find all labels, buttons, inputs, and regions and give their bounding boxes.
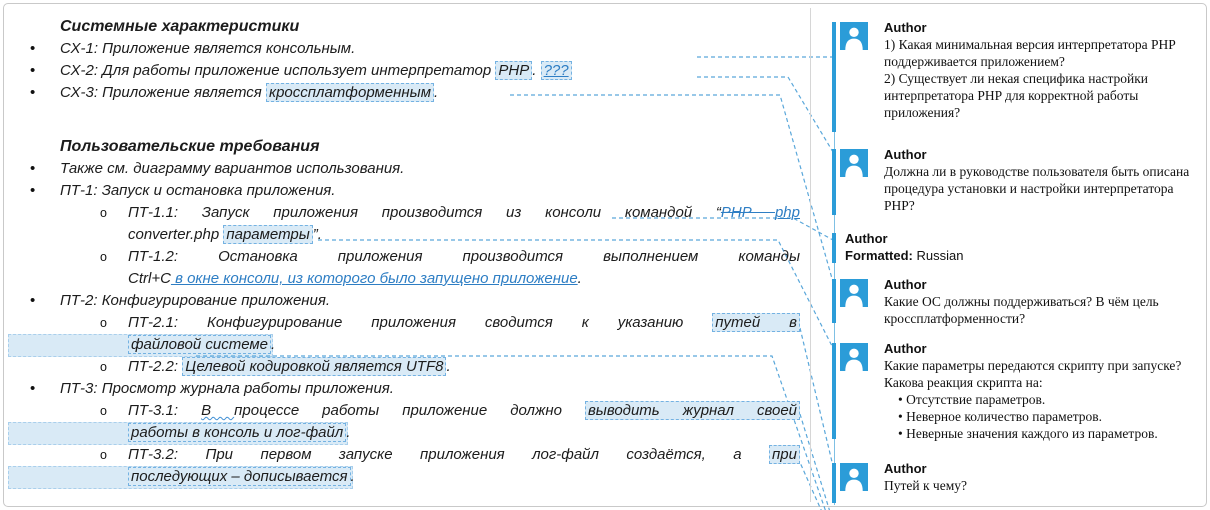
- doc-heading[interactable]: [60, 16, 800, 37]
- text-run: .: [532, 62, 541, 79]
- comment-text: 1) Какая минимальная версия интерпретатора PHP поддерживается приложением?: [884, 37, 1176, 69]
- doc-line[interactable]: [30, 378, 800, 399]
- comment-card[interactable]: [840, 147, 1202, 214]
- commented-range[interactable]: при: [769, 445, 800, 464]
- comment-body: [884, 461, 1202, 494]
- commented-range[interactable]: выводить журнал своей: [585, 401, 800, 420]
- doc-line[interactable]: [128, 422, 800, 443]
- text-run: .: [271, 336, 276, 353]
- text-run: ПТ-2: Конфигурирование приложения.: [60, 292, 331, 309]
- bullet-marker: o: [100, 404, 107, 418]
- spellcheck-underline: В: [201, 402, 235, 419]
- comment-text: 2) Существует ли некая специфика настройки интерпретатора PHP для корректной работы приложения?: [884, 71, 1149, 120]
- doc-line[interactable]: [100, 444, 800, 465]
- inserted-commented-range[interactable]: ???: [541, 61, 572, 80]
- text-run: Ctrl+C: [128, 270, 171, 287]
- author-avatar-icon: [840, 279, 868, 307]
- bullet-marker: o: [100, 316, 107, 330]
- bullet-marker: •: [30, 160, 36, 177]
- text-run: СХ-1: Приложение является консольным.: [60, 40, 356, 57]
- text-run: ПТ-2.1: Конфигурирование приложения сводится к указанию: [128, 314, 713, 331]
- comment-anchor-bar: [832, 22, 836, 132]
- doc-line[interactable]: [100, 202, 800, 223]
- bullet-marker: •: [30, 182, 36, 199]
- doc-line[interactable]: [30, 158, 800, 179]
- comment-bullet-item: • Неверное количество параметров.: [898, 408, 1202, 425]
- comment-text: Должна ли в руководстве пользователя быть описана процедура установки и настройки интерпретатора PHP?: [884, 164, 1190, 213]
- doc-heading[interactable]: [60, 136, 800, 157]
- deleted-text: PHP: [720, 204, 775, 221]
- text-run: .: [446, 358, 451, 375]
- text-run: ПТ-1.1: Запуск приложения производится из консоли командой “: [128, 204, 721, 221]
- comment-author-label: Author: [884, 147, 927, 162]
- commented-range[interactable]: кроссплатформенным: [266, 83, 434, 102]
- bullet-marker: •: [30, 380, 36, 397]
- doc-line[interactable]: [128, 334, 800, 355]
- author-avatar-icon: [840, 343, 868, 371]
- text-run: Пользовательские требования: [60, 138, 320, 155]
- commented-range[interactable]: файловой системе: [128, 335, 271, 354]
- commented-range[interactable]: PHP: [495, 61, 532, 80]
- author-avatar-icon: [840, 22, 868, 50]
- comment-card[interactable]: [840, 20, 1202, 121]
- text-run: .: [346, 424, 351, 441]
- comment-bullet-item: • Неверные значения каждого из параметров.: [898, 425, 1202, 442]
- comment-anchor-bar: [832, 149, 836, 215]
- comment-body: [884, 20, 1202, 121]
- comment-bullet-list: [884, 391, 1202, 442]
- doc-line[interactable]: [30, 180, 800, 201]
- comment-author-label: Author: [884, 277, 927, 292]
- bullet-marker: •: [30, 292, 36, 309]
- doc-line[interactable]: [100, 356, 800, 377]
- author-avatar-icon: [840, 149, 868, 177]
- bullet-marker: o: [100, 360, 107, 374]
- text-run: ПТ-3: Просмотр журнала работы приложения.: [60, 380, 394, 397]
- comment-text: Какие параметры передаются скрипту при запуске? Какова реакция скрипта на:: [884, 358, 1182, 390]
- comment-body: [884, 341, 1202, 442]
- author-avatar-icon: [840, 463, 868, 491]
- comment-body: [845, 231, 1202, 264]
- text-run: Также см. диаграмму вариантов использования.: [60, 160, 405, 177]
- text-run: СХ-3: Приложение является: [60, 84, 266, 101]
- bullet-marker: o: [100, 448, 107, 462]
- comment-card[interactable]: [840, 277, 1202, 327]
- commented-range[interactable]: последующих – дописывается: [128, 467, 351, 486]
- bullet-marker: •: [30, 40, 36, 57]
- text-run: процессе работы приложение должно: [234, 402, 585, 419]
- comment-bullet-item: • Отсутствие параметров.: [898, 391, 1202, 408]
- comment-text: Путей к чему?: [884, 478, 967, 493]
- commented-range[interactable]: работы в консоль и лог-файл: [128, 423, 346, 442]
- doc-line[interactable]: [100, 312, 800, 333]
- text-run: ПТ-1: Запуск и остановка приложения.: [60, 182, 336, 199]
- text-run: ПТ-2.2:: [128, 358, 183, 375]
- comment-author-label: Author: [845, 231, 888, 246]
- bullet-marker: •: [30, 62, 36, 79]
- text-run: СХ-2: Для работы приложение использует интерпретатор: [60, 62, 496, 79]
- inserted-text: php: [774, 204, 800, 221]
- doc-line[interactable]: [100, 246, 800, 267]
- comment-anchor-bar: [832, 279, 836, 323]
- commented-range[interactable]: Целевой кодировкой является UTF8: [182, 357, 446, 376]
- comments-pane-separator: [810, 8, 811, 502]
- comment-anchor-bar: [832, 343, 836, 439]
- text-run: ”.: [312, 226, 322, 243]
- bullet-marker: o: [100, 250, 107, 264]
- text-run: .: [350, 468, 355, 485]
- bullet-marker: o: [100, 206, 107, 220]
- doc-line[interactable]: [30, 82, 800, 103]
- doc-line[interactable]: [128, 466, 800, 487]
- comment-card[interactable]: [840, 461, 1202, 494]
- doc-line[interactable]: [128, 224, 800, 245]
- bullet-marker: •: [30, 84, 36, 101]
- comment-author-label: Author: [884, 20, 927, 35]
- commented-range[interactable]: параметры: [223, 225, 312, 244]
- comment-author-label: Author: [884, 461, 927, 476]
- formatting-change-entry[interactable]: [840, 231, 1202, 264]
- comment-body: [884, 277, 1202, 327]
- text-run: converter.php: [128, 226, 224, 243]
- text-run: .: [433, 84, 439, 101]
- text-run: .: [577, 270, 582, 287]
- doc-line[interactable]: [30, 38, 800, 59]
- text-run: ПТ-1.2: Остановка приложения производится выполнением команды: [128, 248, 800, 265]
- doc-line[interactable]: [30, 60, 800, 81]
- comment-card[interactable]: [840, 341, 1202, 442]
- comment-author-label: Author: [884, 341, 927, 356]
- comment-anchor-bar: [832, 233, 836, 263]
- inserted-text: в окне консоли, из которого было запущено приложение: [170, 270, 578, 287]
- text-run: ПТ-3.2: При первом запуске приложения лог-файл создаётся, а: [128, 446, 770, 463]
- comment-body: [884, 147, 1202, 214]
- text-run: ПТ-3.1:: [128, 402, 202, 419]
- comment-anchor-bar: [832, 463, 836, 503]
- text-run: Системные характеристики: [60, 18, 300, 35]
- doc-line[interactable]: [30, 290, 800, 311]
- formatted-change-text: Formatted: Russian: [845, 248, 964, 263]
- doc-line[interactable]: [100, 400, 800, 421]
- doc-line[interactable]: [128, 268, 800, 289]
- commented-range[interactable]: путей в: [712, 313, 800, 332]
- comment-text: Какие ОС должны поддерживаться? В чём цель кроссплатформенности?: [884, 294, 1159, 326]
